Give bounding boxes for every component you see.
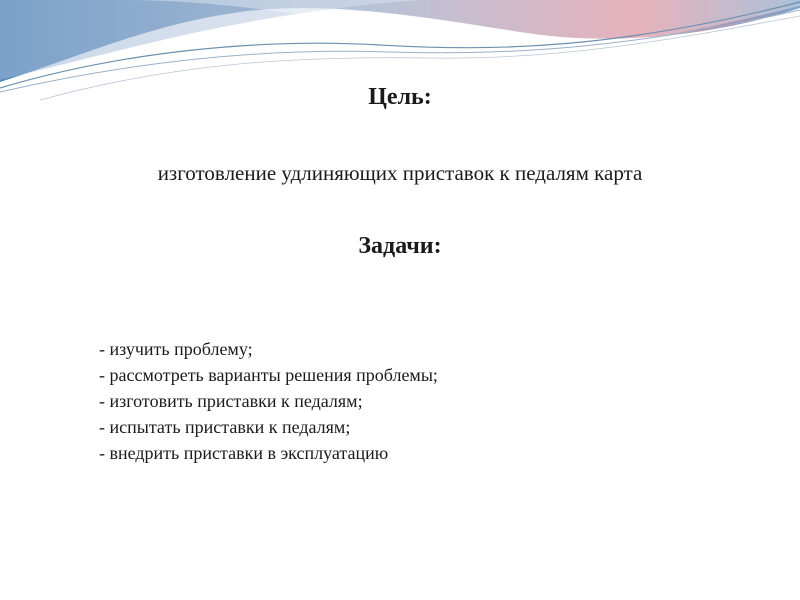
goal-text: изготовление удлиняющих приставок к педалям карта: [157, 161, 643, 185]
tasks-heading: Задачи:: [358, 233, 442, 259]
goal-heading: Цель:: [368, 84, 432, 110]
task-item: - рассмотреть варианты решения проблемы;: [99, 365, 438, 385]
task-list: [99, 336, 438, 466]
task-item: - изготовить приставки к педалям;: [99, 391, 363, 411]
task-item: - изучить проблему;: [99, 339, 253, 359]
task-item: - испытать приставки к педалям;: [99, 417, 351, 437]
task-item: - внедрить приставки в эксплуатацию: [99, 443, 389, 463]
